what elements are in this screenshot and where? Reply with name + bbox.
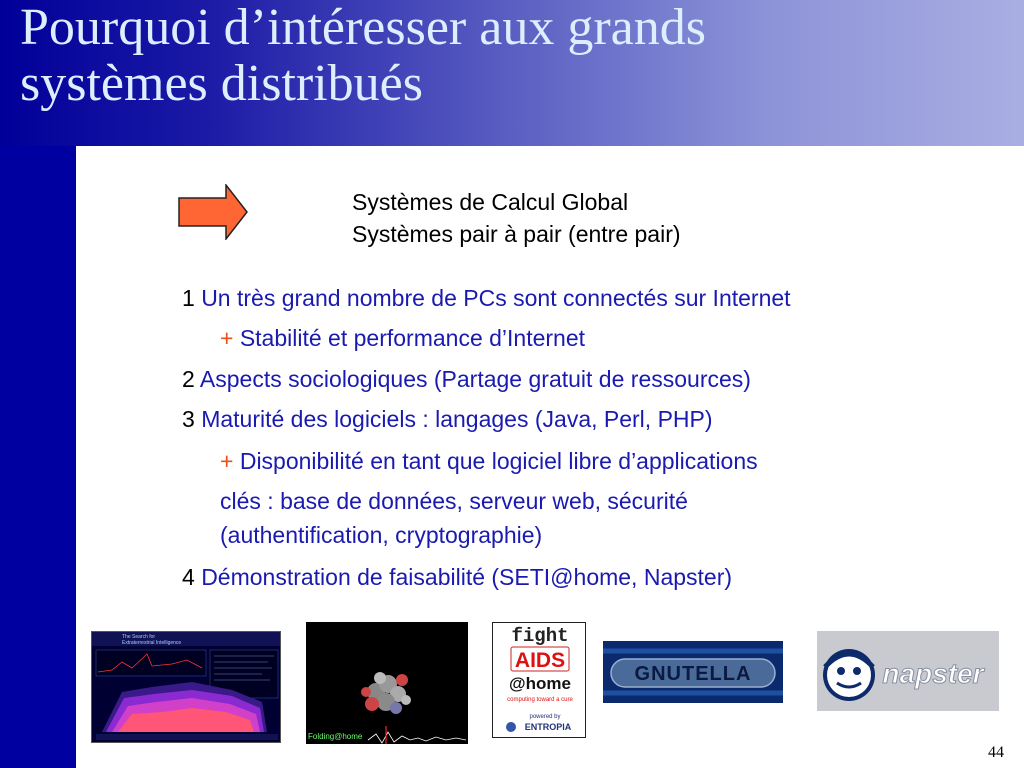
right-arrow-icon [178,184,248,240]
napster-text: napster [882,658,984,689]
fightaids-graphic [493,623,586,738]
fight-aids-at-home-logo [492,622,586,738]
gnutella-graphic [603,641,783,703]
slide-title [20,0,920,112]
title-bar [0,0,1024,146]
napster-graphic [817,631,999,711]
folding-at-home-image [306,622,468,744]
folding-label: Folding@home [308,732,363,741]
item-number: 3 [182,406,195,432]
fight-text: fight [511,625,569,647]
heading-line-1: Systèmes de Calcul Global [352,189,629,215]
aids-text: AIDS [514,649,566,672]
plus-marker: + [220,325,234,351]
seti-title-line-2: Extraterrestrial Intelligence [122,640,182,646]
seti-title-line-1: The Search for [122,634,156,640]
protein-molecule [361,672,411,714]
list-subitem-1 [220,321,585,355]
gnutella-text: GNUTELLA [634,663,752,685]
list-subitem-2 [220,444,758,478]
powered-by-text: powered by [529,714,561,720]
heading-block [352,186,681,250]
entropia-text: ENTROPIA [524,722,572,732]
page-number: 44 [988,744,1004,761]
item-number: 2 [182,366,195,392]
list-item-2 [182,362,751,396]
tagline-text: computing toward a cure [507,697,573,703]
heading-line-2: Systèmes pair à pair (entre pair) [352,221,681,247]
subitem-text: Stabilité et performance d’Internet [239,325,586,351]
seti-graphic [92,632,281,743]
subitem-text: Disponibilité en tant que logiciel libre d’applications [239,448,758,474]
item-text: Aspects sociologiques (Partage gratuit de ressources) [199,366,751,392]
continuation-line-2: (authentification, cryptographie) [220,522,543,548]
item-text: Démonstration de faisabilité (SETI@home, Napster) [201,564,733,590]
item-number: 4 [182,564,195,590]
list-item-1 [182,281,791,315]
seti-at-home-image [91,631,281,743]
gnutella-logo [603,641,783,703]
title-line-1: Pourquoi d’intéresser aux grands [20,0,706,56]
plus-marker: + [220,448,234,474]
list-item-3 [182,402,713,436]
home-text: @home [509,674,571,693]
title-line-2: systèmes distribués [20,55,423,112]
item-text: Maturité des logiciels : langages (Java, Perl, PHP) [201,406,713,432]
continuation-line-1: clés : base de données, serveur web, sécurité [220,488,688,514]
item-text: Un très grand nombre de PCs sont connectés sur Internet [201,285,791,311]
napster-logo [817,631,999,711]
list-item-4 [182,560,732,594]
folding-graphic [306,622,468,744]
item-number: 1 [182,285,195,311]
list-subitem-2-continuation [220,484,688,552]
